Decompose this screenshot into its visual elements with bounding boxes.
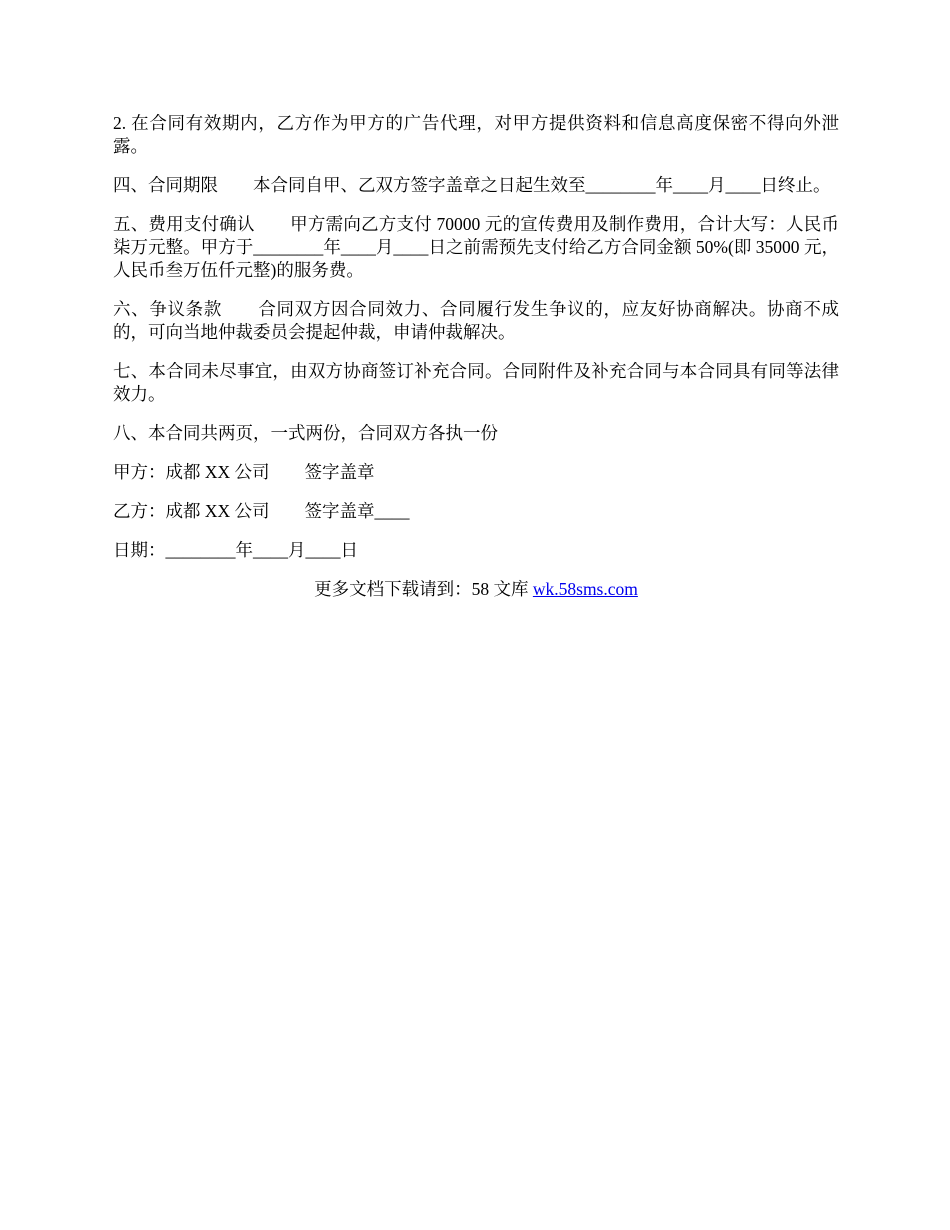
clause-payment: 五、费用支付确认 甲方需向乙方支付 70000 元的宣传费用及制作费用，合计大写：人民币柒万元整。甲方于________年____月____日之前需预先支付给乙方合同金额 50%(即 35000 元，人民币叁万伍仟元整)的服务费。: [113, 214, 839, 280]
party-a-signature: 甲方：成都 XX 公司 签字盖章: [113, 462, 375, 482]
document-page: [113, 112, 839, 601]
clause-dispute: 六、争议条款 合同双方因合同效力、合同履行发生争议的，应友好协商解决。协商不成的，可向当地仲裁委员会提起仲裁，申请仲裁解决。: [113, 299, 839, 342]
clause-supplementary: 七、本合同未尽事宜，由双方协商签订补充合同。合同附件及补充合同与本合同具有同等法律效力。: [113, 361, 839, 404]
download-footer: [113, 578, 839, 601]
clause-contract-term: 四、合同期限 本合同自甲、乙双方签字盖章之日起生效至________年____月____日终止。: [113, 175, 831, 195]
footer-text: 更多文档下载请到：58 文库: [314, 579, 533, 599]
footer-link[interactable]: wk.58sms.com: [532, 579, 638, 599]
party-b-signature: 乙方：成都 XX 公司 签字盖章____: [113, 501, 410, 521]
signing-date: 日期：________年____月____日: [113, 540, 358, 560]
clause-copies: 八、本合同共两页，一式两份，合同双方各执一份: [113, 423, 498, 443]
clause-confidentiality: 2. 在合同有效期内，乙方作为甲方的广告代理，对甲方提供资料和信息高度保密不得向外泄露。: [113, 113, 839, 156]
